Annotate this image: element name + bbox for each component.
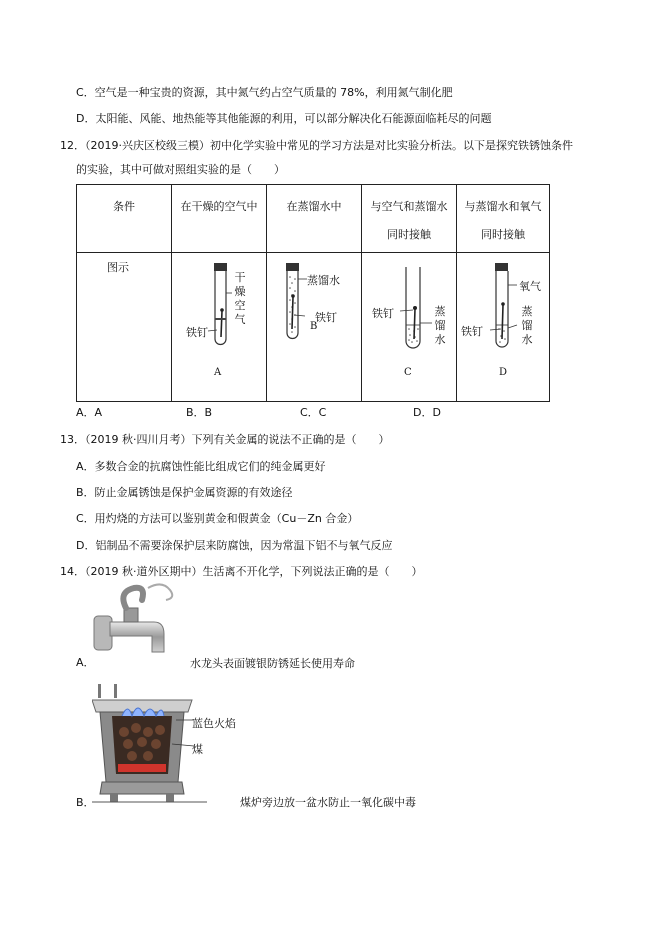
option-d-prev: D．太阳能、风能、地热能等其他能源的利用，可以部分解决化石能源面临耗尽的问题 <box>76 112 492 125</box>
header-label: 在干燥的空气中 <box>180 200 258 213</box>
header-cell <box>362 185 457 253</box>
header-label-line2: 同时接触 <box>387 228 431 241</box>
q12-stem-line2: 的实验，其中可做对照组实验的是（ ） <box>76 163 285 176</box>
label-iron-nail: 铁钉 <box>186 326 208 339</box>
q12-option-d[interactable]: D．D <box>413 406 441 419</box>
label-distilled-water: 蒸馏水 <box>307 274 340 287</box>
figure-letter: B <box>310 321 318 332</box>
q14-option-a-text: 水龙头表面镀银防锈延长使用寿命 <box>190 657 355 670</box>
image-cell-a <box>172 253 267 402</box>
header-cell <box>77 185 172 253</box>
label-iron-nail: 铁钉 <box>461 325 483 338</box>
header-cell <box>267 185 362 253</box>
row-label: 图示 <box>107 261 129 274</box>
header-label-line2: 同时接触 <box>481 228 525 241</box>
q13-option-c[interactable]: C．用灼烧的方法可以鉴别黄金和假黄金（Cu－Zn 合金） <box>76 512 359 525</box>
label-iron-nail: 铁钉 <box>315 311 337 324</box>
header-cell <box>457 185 550 253</box>
experiment-table <box>76 184 550 402</box>
q14-option-b-label[interactable]: B． <box>76 796 95 809</box>
q14-stem: 14．（2019 秋·道外区期中）生活离不开化学，下列说法正确的是（ ） <box>60 565 423 578</box>
q14-option-a-label[interactable]: A． <box>76 656 95 669</box>
q13-stem: 13．（2019 秋·四川月考）下列有关金属的说法不正确的是（ ） <box>60 433 390 446</box>
image-cell-b <box>267 253 362 402</box>
label-distilled-water: 蒸馏水 <box>521 305 533 346</box>
table-header-row <box>77 185 550 253</box>
header-label: 与蒸馏水和氧气 <box>464 200 542 213</box>
image-cell-d <box>457 253 550 402</box>
q13-option-d[interactable]: D．铝制品不需要涂保护层来防腐蚀，因为常温下铝不与氧气反应 <box>76 539 393 552</box>
flame-label: 蓝色火焰 <box>192 717 236 730</box>
row-label-cell <box>77 253 172 402</box>
label-iron-nail: 铁钉 <box>372 307 394 320</box>
image-cell-c <box>362 253 457 402</box>
table-image-row <box>77 253 550 402</box>
q14-option-b-text: 煤炉旁边放一盆水防止一氧化碳中毒 <box>240 796 416 809</box>
figure-letter: A <box>214 367 222 378</box>
label-oxygen: 氧气 <box>519 280 541 293</box>
option-c-prev: C．空气是一种宝贵的资源，其中氮气约占空气质量的 78%，利用氮气制化肥 <box>76 86 453 99</box>
q12-option-b[interactable]: B．B <box>186 406 213 419</box>
faucet-icon <box>90 582 190 662</box>
figure-letter: C <box>404 367 412 378</box>
header-label: 在蒸馏水中 <box>286 200 342 213</box>
coal-label: 煤 <box>192 743 203 756</box>
figure-letter: D <box>499 367 508 378</box>
q12-option-a[interactable]: A．A <box>76 406 103 419</box>
q13-option-a[interactable]: A．多数合金的抗腐蚀性能比组成它们的纯金属更好 <box>76 460 326 473</box>
header-label: 条件 <box>113 200 135 213</box>
q12-stem-line1: 12．（2019·兴庆区校级三模）初中化学实验中常见的学习方法是对比实验分析法。以下是探究铁锈蚀条件 <box>60 139 573 152</box>
label-distilled-water: 蒸馏水 <box>434 305 446 346</box>
header-cell <box>172 185 267 253</box>
header-label: 与空气和蒸馏水 <box>370 200 448 213</box>
q13-option-b[interactable]: B．防止金属锈蚀是保护金属资源的有效途径 <box>76 486 293 499</box>
label-dry-air: 干燥空气 <box>234 271 246 326</box>
q12-option-c[interactable]: C．C <box>300 406 327 419</box>
